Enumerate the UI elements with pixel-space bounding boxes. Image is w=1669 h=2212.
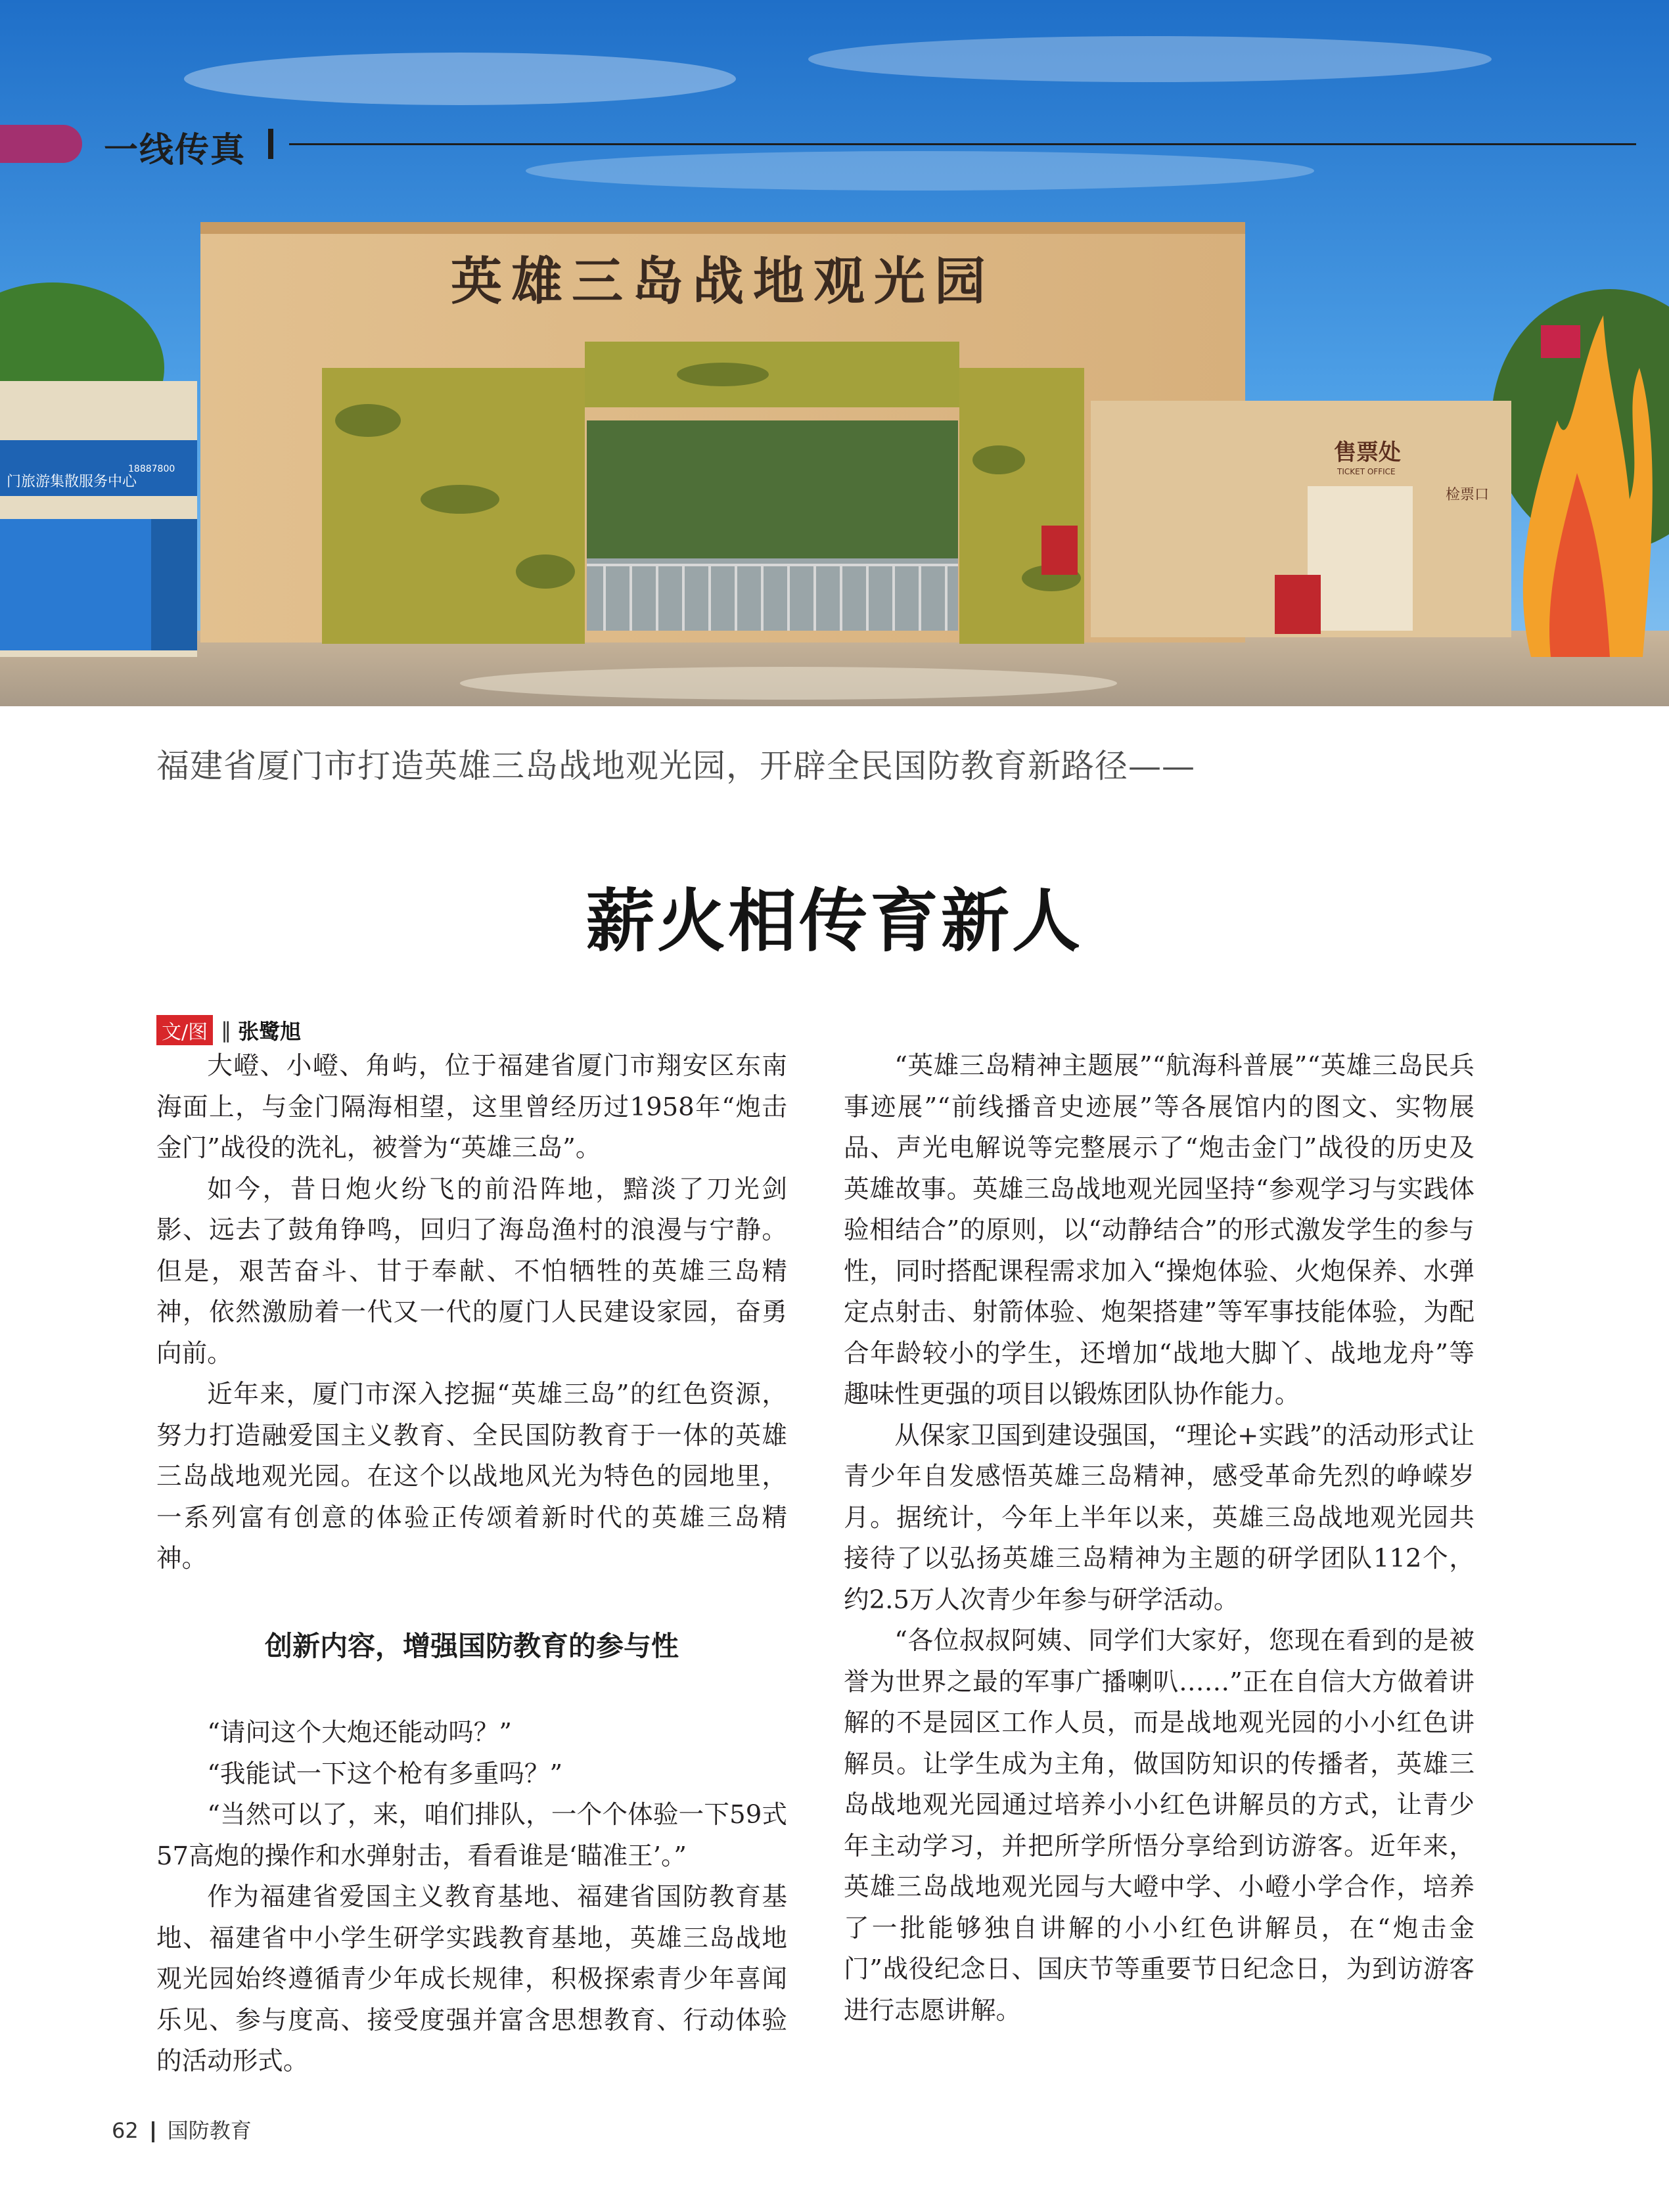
section-rule — [289, 143, 1636, 145]
magazine-name: 国防教育 — [167, 2118, 252, 2143]
paragraph: 大嶝、小嶝、角屿，位于福建省厦门市翔安区东南海面上，与金门隔海相望，这里曾经历过1958年“炮击金门”战役的洗礼，被誉为“英雄三岛”。 — [156, 1051, 787, 1163]
gate-sign: 英雄三岛战地观光园 — [450, 252, 995, 311]
hero-photo — [0, 0, 1669, 706]
article-subtitle: 福建省厦门市打造英雄三岛战地观光园，开辟全民国防教育新路径—— — [156, 747, 1195, 785]
author-name: 张鹭旭 — [238, 1019, 302, 1044]
article-title: 薪火相传育新人 — [585, 881, 1083, 961]
paragraph: “请问这个大炮还能动吗？” — [207, 1718, 512, 1748]
ticket-sign-en: TICKET OFFICE — [1337, 467, 1396, 476]
section-header — [0, 125, 1669, 170]
section-title: 一线传真 — [104, 131, 246, 170]
ticket-sign: 售票处 — [1334, 440, 1401, 466]
paragraph: “英雄三岛精神主题展”“航海科普展”“英雄三岛民兵事迹展”“前线播音史迹展”等各展馆内的图文、实物展品、声光电解说等完整展示了“炮击金门”战役的历史及英雄故事。英雄三岛战地观光园坚持“参观学习与实践体验相结合”的原则，以“动静结合”的形式激发学生的参与性，同时搭配课程需求加入“操炮体验、火炮保养、水弹定点射击、射箭体验、炮架搭建”等军事技能体验，为配合年龄较小的学生，还增加“战地大脚丫、战地龙舟”等趣味性更强的项目以锻炼团队协作能力。 — [844, 1051, 1475, 1409]
right-column — [844, 1046, 1475, 2031]
left-building-sign: 门旅游集散服务中心 — [7, 474, 137, 490]
paragraph: “各位叔叔阿姨、同学们大家好，您现在看到的是被誉为世界之最的军事广播喇叭……”正在自信大方做着讲解的不是园区工作人员，而是战地观光园的小小红色讲解员。让学生成为主角，做国防知识的传播者，英雄三岛战地观光园通过培养小小红色讲解员的方式，让青少年主动学习，并把所学所悟分享给到访游客。近年来，英雄三岛战地观光园与大嶝中学、小嶝小学合作，培养了一批能够独自讲解的小小红色讲解员，在“炮击金门”战役纪念日、国庆节等重要节日纪念日，为到访游客进行志愿讲解。 — [844, 1626, 1475, 2025]
byline — [156, 1015, 301, 1044]
paragraph: 从保家卫国到建设强国，“理论+实践”的活动形式让青少年自发感悟英雄三岛精神，感受革命先烈的峥嵘岁月。据统计，今年上半年以来，英雄三岛战地观光园共接待了以弘扬英雄三岛精神为主题的研学团队112个，约2.5万人次青少年参与研学活动。 — [844, 1420, 1475, 1615]
byline-separator: ‖ — [221, 1018, 232, 1043]
footer-divider — [152, 2121, 154, 2142]
paragraph: 作为福建省爱国主义教育基地、福建省国防教育基地、福建省中小学生研学实践教育基地，英雄三岛战地观光园始终遵循青少年成长规律，积极探索青少年喜闻乐见、参与度高、接受度强并富含思想教育、行动体验的活动形式。 — [156, 1882, 787, 2076]
paragraph: “当然可以了，来，咱们排队，一个个体验一下59式57高炮的操作和水弹射击，看看谁是‘瞄准王’。” — [156, 1800, 787, 1871]
page-footer — [112, 2114, 252, 2144]
section-heading: 创新内容，增强国防教育的参与性 — [264, 1629, 679, 1662]
check-sign: 检票口 — [1446, 487, 1490, 503]
left-column — [156, 1046, 787, 2083]
left-building-phone: 18887800 — [128, 464, 175, 474]
page-number: 62 — [112, 2118, 139, 2143]
paragraph: 如今，昔日炮火纷飞的前沿阵地，黯淡了刀光剑影、远去了鼓角铮鸣，回归了海岛渔村的浪漫与宁静。但是，艰苦奋斗、甘于奉献、不怕牺牲的英雄三岛精神，依然激励着一代又一代的厦门人民建设家园，奋勇向前。 — [156, 1174, 787, 1368]
section-pill — [0, 125, 82, 163]
byline-tag: 文/图 — [156, 1015, 213, 1045]
paragraph: “我能试一下这个枪有多重吗？” — [207, 1759, 563, 1789]
section-divider — [268, 129, 273, 159]
paragraph: 近年来，厦门市深入挖掘“英雄三岛”的红色资源，努力打造融爱国主义教育、全民国防教育于一体的英雄三岛战地观光园。在这个以战地风光为特色的园地里，一系列富有创意的体验正传颂着新时代的英雄三岛精神。 — [156, 1380, 787, 1573]
